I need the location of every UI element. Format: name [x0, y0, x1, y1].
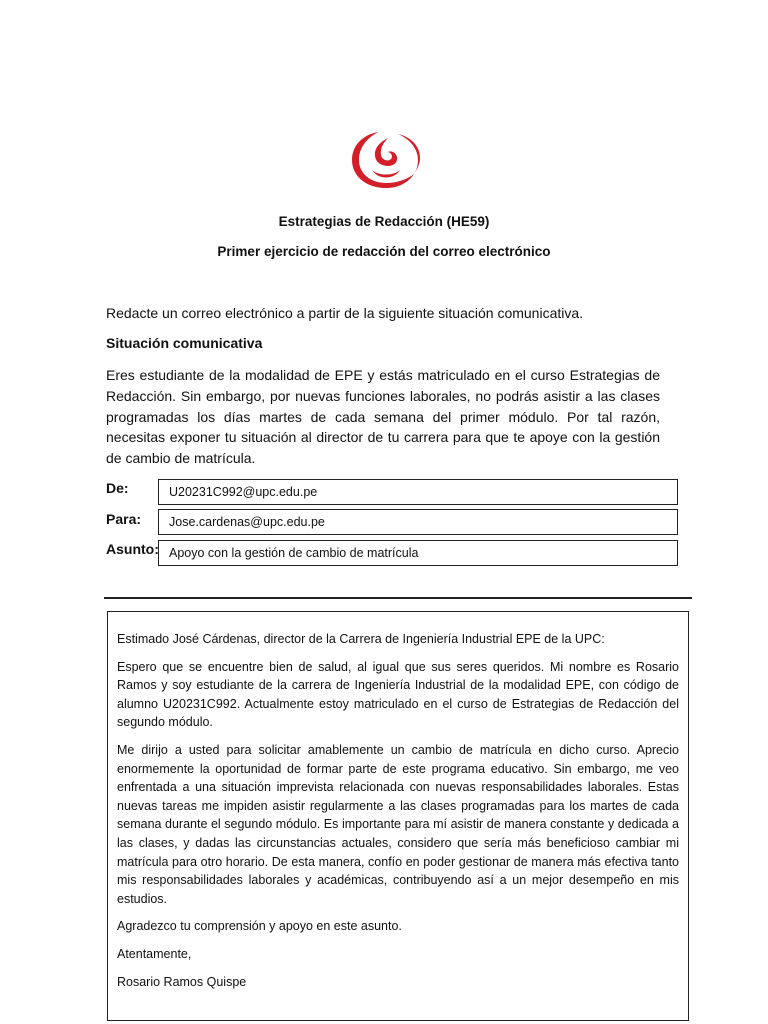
email-paragraph-2: Me dirijo a usted para solicitar amablemente un cambio de matrícula en dicho curso. Aprecio enormemente la oportunidad de formar parte de este programa educativo. Sin embargo, me veo enfrentada a una situación imprevista relacionada con nuevas responsabilidades laborales. Estas nuevas tareas me impiden asistir regularmente a las clases programadas para los martes de cada semana durante el segundo módulo. Es importante para mí asistir de manera constante y dedicada a las clases, y dadas las circunstancias actuales, considero que sería más beneficioso cambiar mi matrícula para otro horario. De esta manera, confío en poder gestionar de manera más efectiva tanto mis responsabilidades laborales y académicas, contribuyendo así a un mejor desempeño en mis estudios.: [117, 742, 679, 906]
logo-base: [372, 170, 400, 178]
situation-text: Eres estudiante de la modalidad de EPE y estás matriculado en el curso Estrategias de Redacción. Sin embargo, por nuevas funciones laborales, no podrás asistir a las clases programadas los días martes de cada semana del primer módulo. Por tal razón, necesitas exponer tu situación al director de tu carrera para que te apoye con la gestión de cambio de matrícula.: [106, 367, 660, 467]
email-sign-off: Atentamente,: [117, 946, 192, 961]
subject-label: Asunto:: [106, 541, 159, 557]
exercise-title: Primer ejercicio de redacción del correo electrónico: [217, 244, 551, 259]
logo-flame: [375, 138, 397, 166]
to-label: Para:: [106, 511, 142, 527]
course-title: Estrategias de Redacción (HE59): [278, 214, 490, 229]
logo-right-arc: [398, 134, 420, 174]
to-field: Jose.cardenas@upc.edu.pe: [158, 509, 678, 535]
situation-heading: Situación comunicativa: [106, 335, 263, 351]
upc-logo: [348, 128, 424, 190]
from-field: U20231C992@upc.edu.pe: [158, 479, 678, 505]
email-greeting: Estimado José Cárdenas, director de la Carrera de Ingeniería Industrial EPE de la UPC:: [117, 632, 605, 646]
subject-field: Apoyo con la gestión de cambio de matrícula: [158, 540, 678, 566]
from-label: De:: [106, 480, 129, 496]
divider: [104, 597, 692, 599]
email-body: [107, 611, 689, 1021]
email-signature: Rosario Ramos Quispe: [117, 974, 247, 989]
email-closing-thanks: Agradezco tu comprensión y apoyo en este asunto.: [117, 919, 402, 934]
email-paragraph-1: Espero que se encuentre bien de salud, al igual que sus seres queridos. Mi nombre es Rosario Ramos y soy estudiante de la carrera de Ingeniería Industrial de la modalidad EPE, con código de alumno U20231C992. Actualmente estoy matriculado en el curso de Estrategias de Redacción del segundo módulo.: [117, 659, 679, 730]
instructions-intro: Redacte un correo electrónico a partir de la siguiente situación comunicativa.: [106, 305, 584, 321]
